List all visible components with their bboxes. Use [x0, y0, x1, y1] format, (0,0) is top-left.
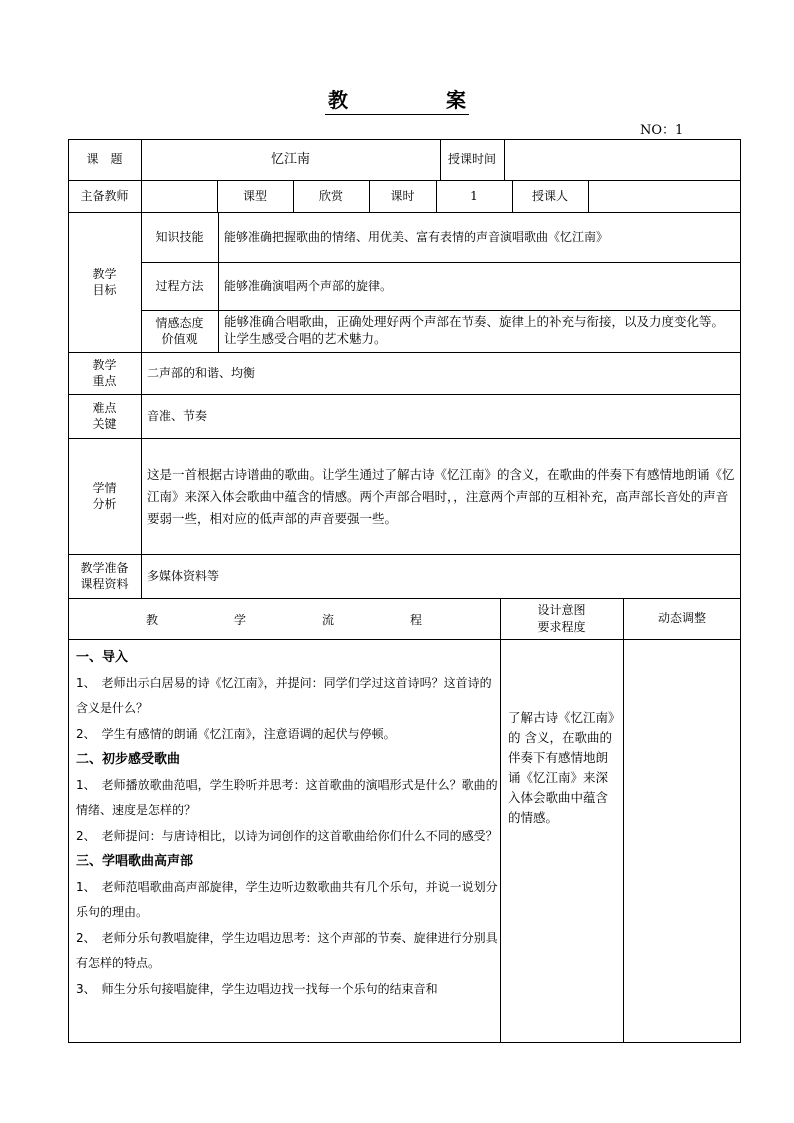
section-learn-title: 三、学唱歌曲高声部	[76, 854, 194, 869]
class-time-label: 授课时间	[447, 152, 496, 167]
teaching-flow	[76, 645, 498, 1002]
flow-header: 教 学 流 程	[145, 612, 422, 627]
objectives-label: 教学 目标	[92, 266, 117, 297]
lesson-type-label: 课型	[242, 188, 267, 203]
knowledge-value: 能够准确把握歌曲的情绪、用优美、富有表情的声音演唱歌曲《忆江南》	[224, 229, 609, 244]
focus-value: 二声部的和谐、均衡	[147, 365, 256, 380]
analysis-value: 这是一首根据古诗谱曲的歌曲。让学生通过了解古诗《忆江南》的含义，在歌曲的伴奏下有感情地朗诵《忆江南》来深入体会歌曲中蕴含的情感。两个声部合唱时，，注意两个声部的互相补充，高声部长音处的声音要弱一些，相对应的低声部的声音要强一些。	[147, 467, 735, 526]
design-intent-header: 设计意图 要求程度	[537, 603, 586, 634]
lecturer-label: 授课人	[531, 188, 568, 203]
analysis-label: 学情 分析	[92, 480, 117, 511]
page-title: 教案	[0, 84, 794, 115]
section-learn-item-2: 2、 老师分乐句教唱旋律，学生边唱边思考：这个声部的节奏、旋律进行分别具有怎样的特点。	[76, 930, 498, 970]
attitude-label: 情感态度 价值观	[155, 315, 204, 346]
lesson-type-value: 欣赏	[318, 188, 343, 203]
section-learn-item-3: 3、 师生分乐句接唱旋律，学生边唱边找一找每一个乐句的结束音和	[76, 981, 438, 996]
section-intro-title: 一、导入	[76, 650, 129, 665]
process-value: 能够准确演唱两个声部的旋律。	[224, 278, 393, 293]
section-listen-item-2: 2、 老师提问：与唐诗相比，以诗为词创作的这首歌曲给你们什么不同的感受？	[76, 828, 498, 843]
lead-teacher-label: 主备教师	[80, 188, 129, 203]
class-time-value	[504, 139, 741, 180]
section-listen-title: 二、初步感受歌曲	[76, 752, 181, 767]
hours-value: 1	[470, 188, 478, 203]
attitude-value: 能够准确合唱歌曲，正确处理好两个声部在节奏、旋律上的补充与衔接，以及力度变化等。让学生感受合唱的艺术魅力。	[224, 314, 725, 346]
section-intro-item-1: 1、 老师出示白居易的诗《忆江南》，并提问：同学们学过这首诗吗？这首诗的含义是什么？	[76, 675, 492, 715]
course-title: 忆江南	[270, 151, 310, 167]
design-intent-text: 了解古诗《忆江南》的 含义，在歌曲的伴奏下有感情地朗诵《忆江南》来深入体会歌曲中蕴含的情感。	[508, 710, 615, 825]
prep-value: 多媒体资料等	[147, 568, 220, 583]
prep-label: 教学准备 课程资料	[80, 560, 129, 591]
knowledge-label: 知识技能	[155, 229, 204, 244]
course-label: 课 题	[86, 152, 123, 167]
lecturer-value	[588, 180, 741, 212]
lead-teacher-value	[141, 180, 217, 212]
section-intro-item-2: 2、 学生有感情的朗诵《忆江南》，注意语调的起伏与停顿。	[76, 726, 396, 741]
process-label: 过程方法	[155, 278, 204, 293]
hours-label: 课时	[390, 188, 415, 203]
difficulty-label: 难点 关键	[92, 400, 117, 431]
dynamic-adjust-header: 动态调整	[657, 611, 706, 626]
document-number: NO：1	[640, 123, 684, 138]
section-learn-item-1: 1、 老师范唱歌曲高声部旋律，学生边听边数歌曲共有几个乐句，并说一说划分乐句的理由。	[76, 879, 498, 919]
difficulty-value: 音准、节奏	[147, 408, 208, 423]
section-listen-item-1: 1、 老师播放歌曲范唱，学生聆听并思考：这首歌曲的演唱形式是什么？歌曲的情绪、速度是怎样的？	[76, 777, 498, 817]
focus-label: 教学 重点	[92, 357, 117, 388]
